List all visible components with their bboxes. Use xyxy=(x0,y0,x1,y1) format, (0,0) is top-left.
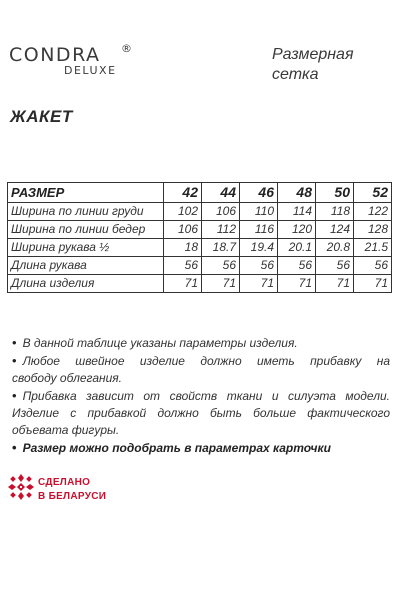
page-title xyxy=(272,45,392,85)
table-cell: 122 xyxy=(354,203,392,221)
notes-list xyxy=(12,334,390,457)
note-text: Любое швейное изделие должно иметь прибавку на xyxy=(22,354,390,368)
row-label: Ширина по линии бедер xyxy=(8,221,164,239)
table-cell: 106 xyxy=(202,203,240,221)
note-continuation: объевата фигуры. xyxy=(12,423,120,437)
brand-logo xyxy=(9,44,139,84)
table-cell: 112 xyxy=(202,221,240,239)
table-cell: 120 xyxy=(278,221,316,239)
badge-text xyxy=(38,476,106,504)
registered-mark: ® xyxy=(121,42,132,55)
size-table xyxy=(7,182,392,293)
table-row xyxy=(8,257,392,275)
table-cell: 124 xyxy=(316,221,354,239)
row-label: Длина рукава xyxy=(8,257,164,275)
list-item xyxy=(12,352,390,370)
table-cell: 18 xyxy=(164,239,202,257)
table-row xyxy=(8,221,392,239)
table-cell: 56 xyxy=(164,257,202,275)
table-cell: 128 xyxy=(354,221,392,239)
bullet-icon: • xyxy=(12,440,17,455)
note-continuation: свободу облегания. xyxy=(12,371,123,385)
badge-line2: В БЕЛАРУСИ xyxy=(38,491,107,502)
table-cell: 21.5 xyxy=(354,239,392,257)
size-header-label: РАЗМЕР xyxy=(8,183,164,203)
table-cell: 56 xyxy=(240,257,278,275)
row-label: Ширина рукава ½ xyxy=(8,239,164,257)
page-title-line1: Размерная xyxy=(272,46,354,63)
table-cell: 71 xyxy=(240,275,278,293)
size-header-cell: 48 xyxy=(278,183,316,203)
list-item xyxy=(12,387,390,405)
made-in-belarus-badge xyxy=(6,472,116,512)
table-cell: 106 xyxy=(164,221,202,239)
table-cell: 102 xyxy=(164,203,202,221)
bullet-icon: • xyxy=(12,353,17,368)
size-header-row xyxy=(8,183,392,203)
table-cell: 56 xyxy=(202,257,240,275)
brand-sub: DELUXE xyxy=(64,64,117,77)
product-name: ЖАКЕТ xyxy=(10,107,73,126)
size-header-cell: 52 xyxy=(354,183,392,203)
page-title-line2: сетка xyxy=(272,66,319,83)
size-header-cell: 46 xyxy=(240,183,278,203)
size-header-cell: 44 xyxy=(202,183,240,203)
bullet-icon: • xyxy=(12,335,17,350)
table-cell: 116 xyxy=(240,221,278,239)
table-cell: 56 xyxy=(278,257,316,275)
table-cell: 20.8 xyxy=(316,239,354,257)
table-cell: 19.4 xyxy=(240,239,278,257)
table-cell: 71 xyxy=(164,275,202,293)
row-label: Длина изделия xyxy=(8,275,164,293)
brand-name: CONDRA xyxy=(9,44,101,66)
table-cell: 71 xyxy=(316,275,354,293)
size-header-cell: 50 xyxy=(316,183,354,203)
table-cell: 20.1 xyxy=(278,239,316,257)
table-cell: 56 xyxy=(354,257,392,275)
table-cell: 118 xyxy=(316,203,354,221)
note-text: В данной таблице указаны параметры изделия. xyxy=(22,336,298,350)
note-continuation: Изделие с прибавкой должно быть больше фактического xyxy=(12,406,390,420)
table-cell: 18.7 xyxy=(202,239,240,257)
bullet-icon: • xyxy=(12,388,17,403)
table-cell: 110 xyxy=(240,203,278,221)
note-text: Прибавка зависит от свойств ткани и силуэта модели. xyxy=(22,389,390,403)
table-row xyxy=(8,275,392,293)
table-cell: 71 xyxy=(202,275,240,293)
table-row xyxy=(8,239,392,257)
list-item xyxy=(12,334,390,352)
table-row xyxy=(8,203,392,221)
list-item xyxy=(12,439,390,457)
badge-line1: СДЕЛАНО xyxy=(38,477,91,488)
row-label: Ширина по линии груди xyxy=(8,203,164,221)
table-cell: 71 xyxy=(354,275,392,293)
table-cell: 71 xyxy=(278,275,316,293)
note-text: Размер можно подобрать в параметрах карточки xyxy=(22,441,331,455)
table-cell: 114 xyxy=(278,203,316,221)
table-cell: 56 xyxy=(316,257,354,275)
ornament-icon xyxy=(6,472,36,502)
size-header-cell: 42 xyxy=(164,183,202,203)
